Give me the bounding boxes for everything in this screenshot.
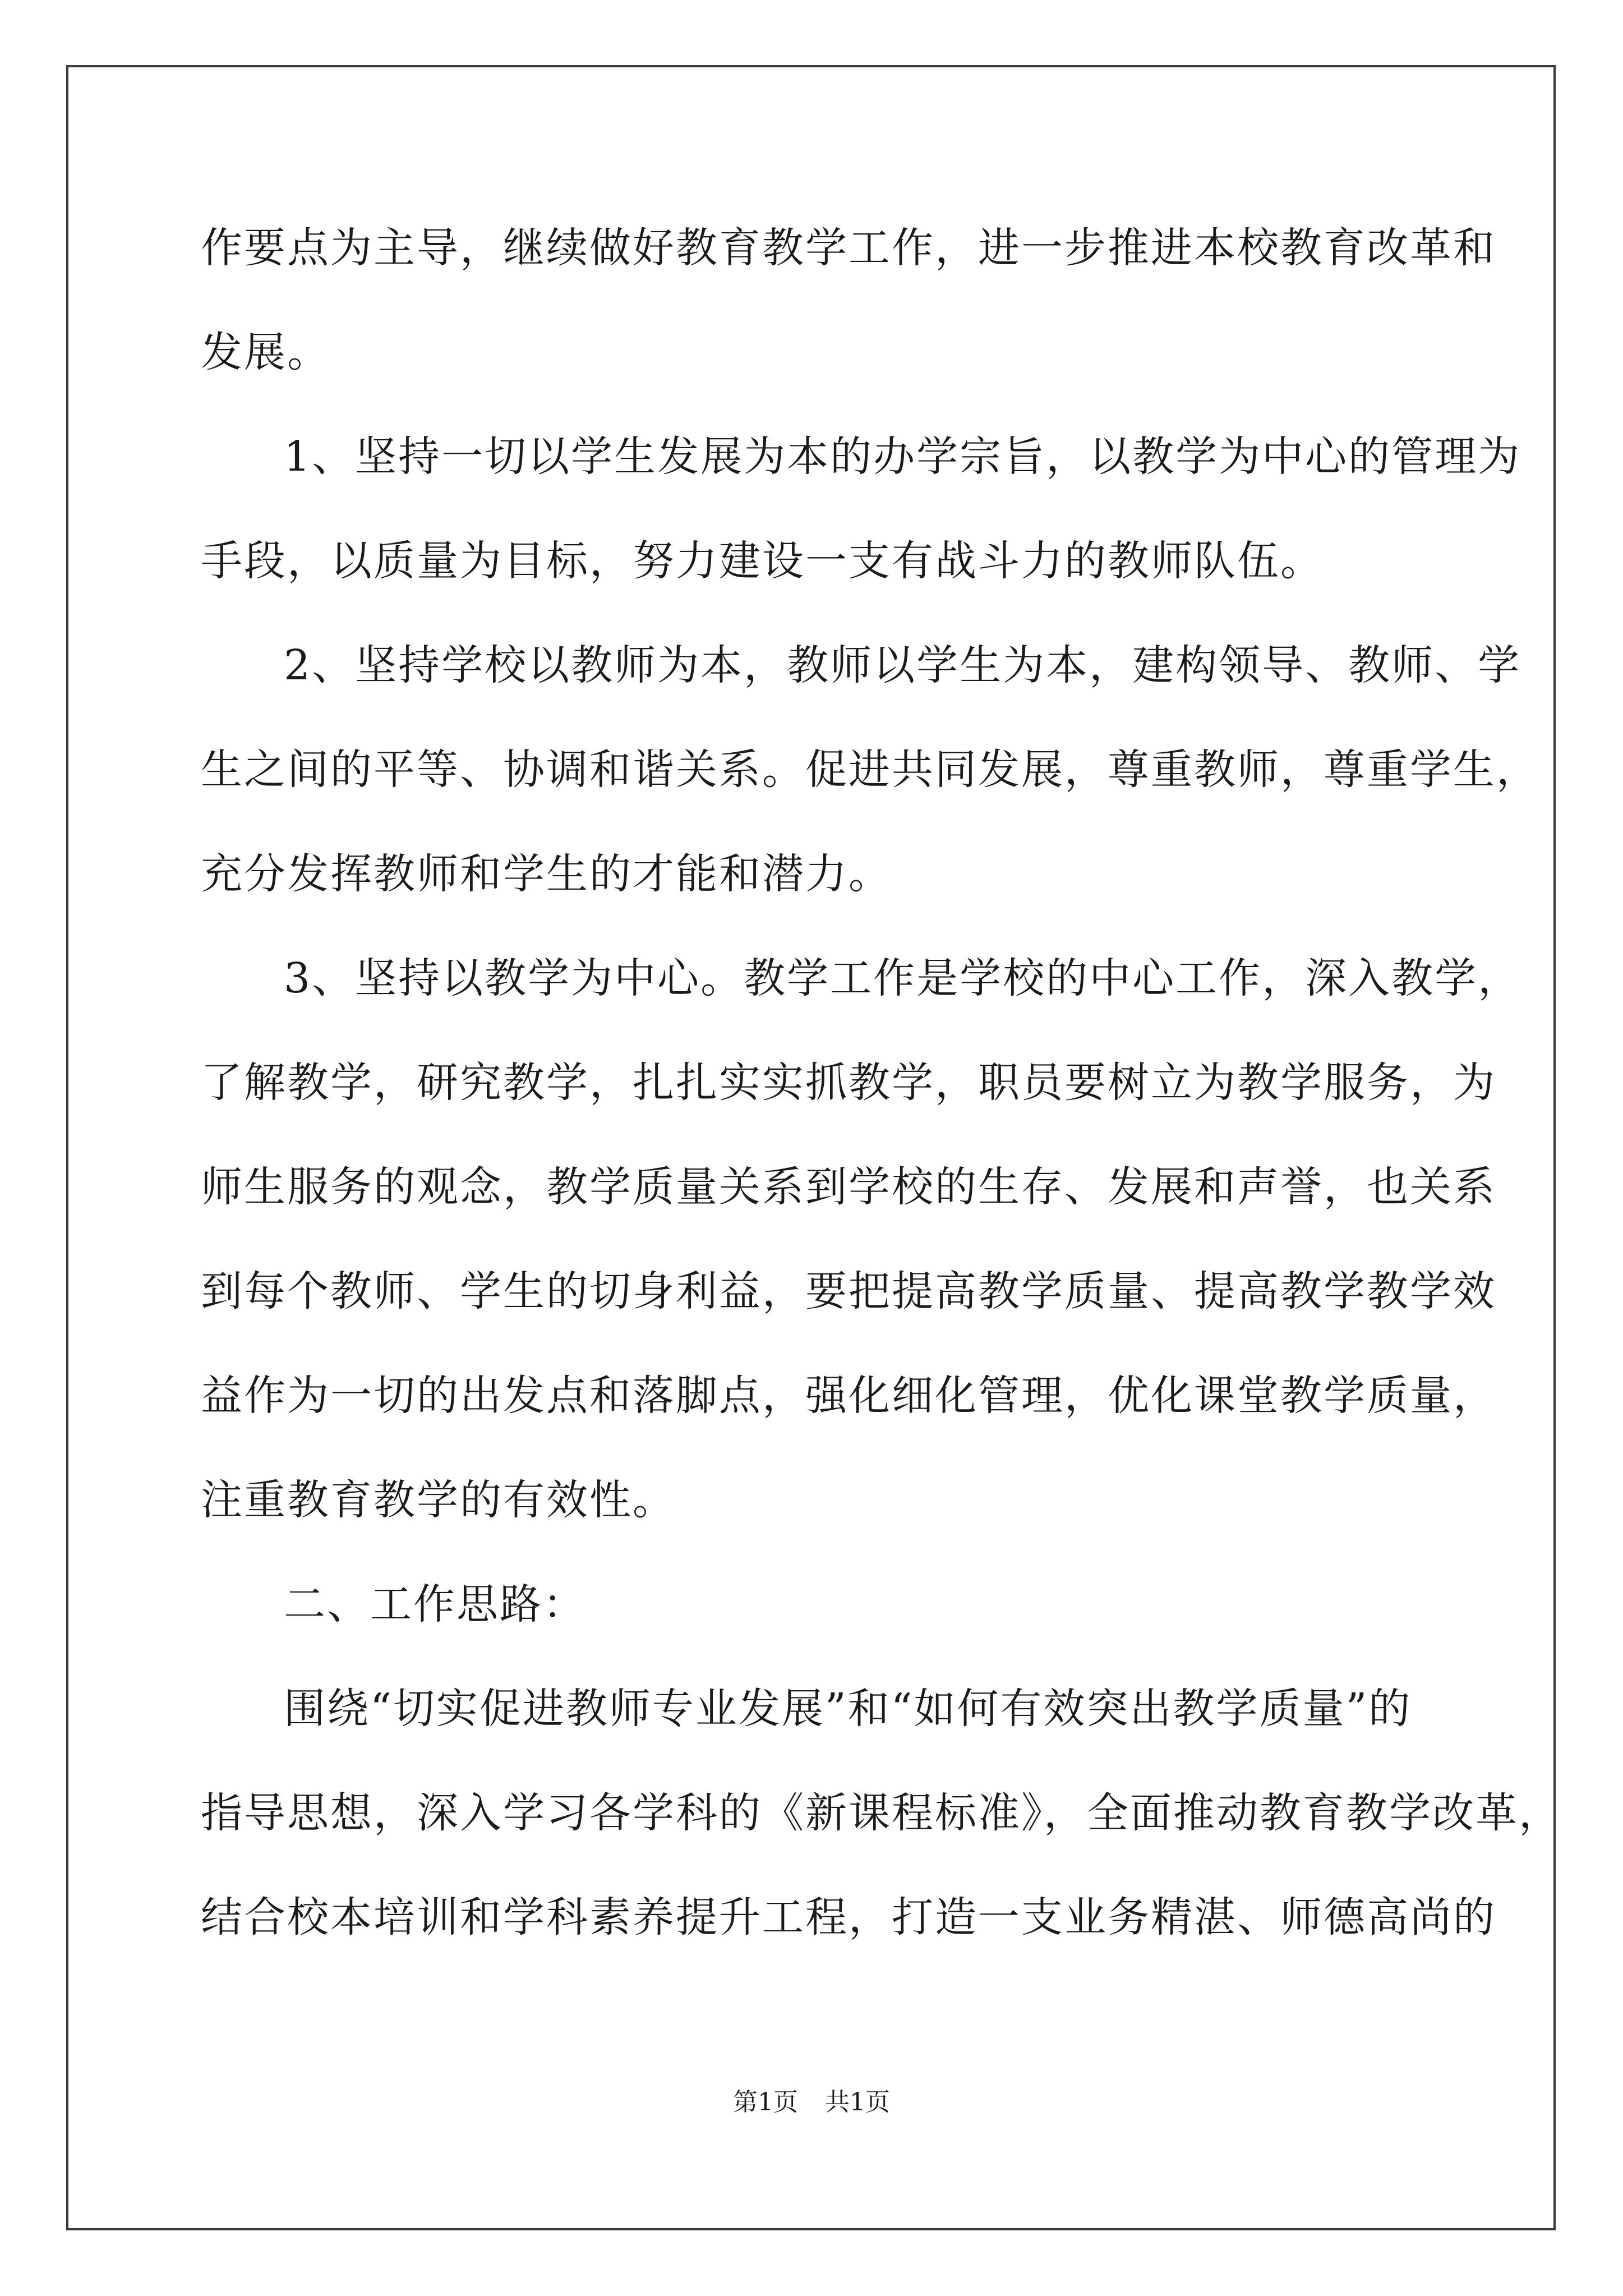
text-line: 发展。 [201, 328, 330, 376]
text-line: 益作为一切的出发点和落脚点，强化细化管理，优化课堂教学质量， [201, 1372, 1496, 1420]
text-line: 了解教学，研究教学，扎扎实实抓教学，职员要树立为教学服务，为 [201, 1059, 1496, 1107]
text-line: 结合校本培训和学科素养提升工程，打造一支业务精湛、师德高尚的 [201, 1893, 1496, 1941]
text-line: 3、坚持以教学为中心。教学工作是学校的中心工作，深入教学， [284, 954, 1521, 1002]
text-line: 到每个教师、学生的切身利益，要把提高教学质量、提高教学教学效 [201, 1267, 1496, 1315]
section-heading: 二、工作思路： [284, 1580, 586, 1628]
text-line: 1、坚持一切以学生发展为本的办学宗旨，以教学为中心的管理为 [284, 432, 1521, 481]
text-line: 指导思想，深入学习各学科的《新课程标准》，全面推动教育教学改革， [201, 1789, 1562, 1837]
text-line: 注重教育教学的有效性。 [201, 1476, 676, 1524]
text-line: 师生服务的观念，教学质量关系到学校的生存、发展和声誉，也关系 [201, 1163, 1496, 1211]
text-line: 充分发挥教师和学生的才能和潜力。 [201, 850, 892, 898]
page-number-total: 共1页 [825, 2088, 890, 2116]
text-line: 作要点为主导，继续做好教育教学工作，进一步推进本校教育改革和 [201, 224, 1496, 272]
page-number-current: 第1页 [733, 2088, 798, 2116]
text-line: 2、坚持学校以教师为本，教师以学生为本，建构领导、教师、学 [284, 641, 1521, 689]
page-footer [0, 2086, 1623, 2119]
text-line: 围绕“切实促进教师专业发展”和“如何有效突出教学质量”的 [284, 1685, 1412, 1733]
text-line: 手段，以质量为目标，努力建设一支有战斗力的教师队伍。 [201, 537, 1324, 585]
text-line: 生之间的平等、协调和谐关系。促进共同发展，尊重教师，尊重学生， [201, 746, 1539, 794]
